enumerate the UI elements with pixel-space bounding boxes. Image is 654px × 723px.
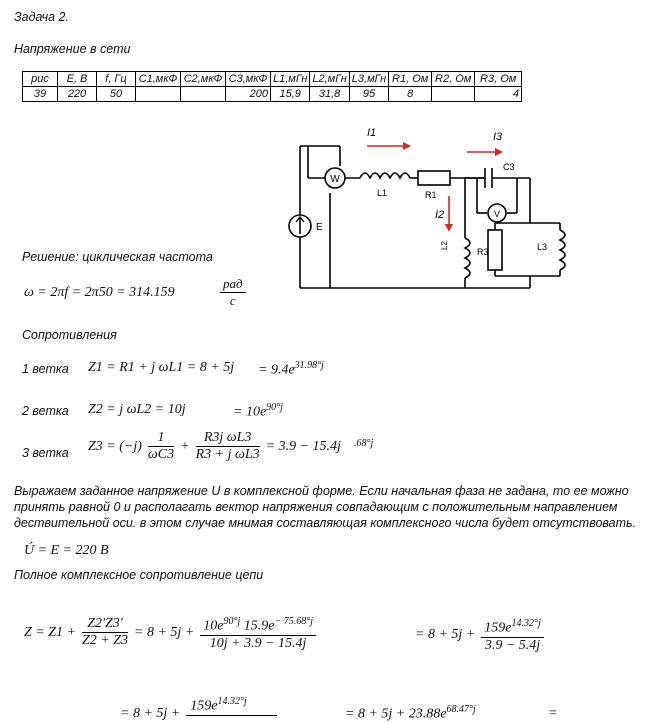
bottom-result-exp: 68.47°j [446,704,476,715]
label-v: V [493,209,501,219]
impedance-formula-2 [415,616,544,654]
omega-unit [220,276,246,309]
impedance-formula [24,614,316,652]
unit-denominator: с [229,293,236,308]
task-title: Задача 2. [14,10,69,24]
table-cell: 95 [349,87,388,102]
branch-2-value: = 10e [233,404,267,420]
branch-2-result [233,402,283,421]
table-header-cell: С1,мкФ [136,72,181,87]
label-i3: I3 [493,131,503,143]
bottom-exp: 14.32°j [217,696,247,707]
table-header-cell: L1,мГн [271,72,310,87]
z-frac2-num-b: 15.9e [240,618,275,634]
z-frac-denominator: Z2 + Z3 [81,633,128,649]
branch-2-formula: Z2 = j ωL2 = 10j [88,402,186,417]
z-frac3-numerator [481,616,544,638]
label-i1: I1 [367,127,377,139]
label-r1: R1 [425,190,437,200]
z-prefix: Z = Z1 + [24,624,76,640]
table-cell: 15,9 [271,87,310,102]
z-frac3-denominator: 3.9 − 5.4j [484,637,541,653]
z-frac2-num-a: 10e [203,618,224,634]
table-header-cell: R2, Ом [432,72,475,87]
frequency-label: Решение: циклическая частота [22,250,213,264]
table-cell: 31,8 [310,87,349,102]
paragraph-line: Выражаем заданное напряжение U в комплексной форме. Если начальная фаза не задана, то ее можно [14,484,629,498]
table-header-cell: f, Гц [97,72,136,87]
z-frac3-exp: 14.32°j [511,618,541,629]
z-frac2-exp1: 90°j [223,616,241,627]
resistances-label: Сопротивления [22,328,117,342]
frac1-numerator: 1 [148,430,174,447]
branch-1-result [258,360,324,379]
table-header-cell: С3,мкФ [226,72,271,87]
branch-3-formula: Z3 = (−j) $\frac{1}{\omega C3}$ + $\frac{\text{R3j ωL3}}{\text{R3 + j ωL3}}$ = 3.9 − 15.4j [88,430,341,462]
label-l3: L3 [537,242,548,252]
z-right: = 8 + 5j + [415,626,476,642]
table-cell: 220 [58,87,97,102]
branch-1-value: = 9.4e [258,362,295,378]
table-header-cell: L2,мГн [310,72,349,87]
branch-2-label: 2 ветка [22,404,69,418]
z-middle: = 8 + 5j + [134,624,195,640]
table-cell [136,87,181,102]
bottom-result [345,704,476,723]
section-subtitle: Напряжение в сети [14,42,131,56]
paragraph-line: принять равной 0 и располагать вектор напряжения совпадающим с положительным направлением [14,500,618,514]
label-i2: I2 [435,209,445,221]
table-cell: 39 [23,87,58,102]
z-frac2-exp2: − 75.68°j [274,616,313,627]
current-arrow-icon [445,224,453,232]
explanation-paragraph [14,483,636,531]
label-l2: L2 [440,241,449,250]
frac2-denominator: R3 + j ωL3 [195,447,260,462]
table-cell: 8 [389,87,432,102]
z-frac-numerator: Z2'Z3' [82,616,128,633]
bottom-result-value: = 8 + 5j + 23.88e [345,706,447,722]
bottom-num: 159e [190,698,218,714]
table-cell [181,87,226,102]
branch-1-label: 1 ветка [22,362,69,376]
branch-3-label: 3 ветка [22,446,69,460]
current-arrow-icon [403,142,411,150]
bottom-formula [120,696,277,722]
table-cell: 200 [226,87,271,102]
z-frac3-num: 159e [484,620,512,636]
circuit-diagram [285,118,580,293]
table-header-cell: С2,мкФ [181,72,226,87]
current-arrow-icon [495,148,503,156]
table-header-cell: L3,мГн [349,72,388,87]
impedance-label: Полное комплексное сопротивление цепи [14,568,264,582]
branch-1-formula: Z1 = R1 + j ωL1 = 8 + 5j [88,360,235,375]
frac1-denominator: ωC3 [147,447,175,462]
table-row [23,87,522,102]
paragraph-line: дествительной оси. в этом случае мнимая составляющая комплексного числа будет отсутствовать. [14,516,637,530]
branch-1-exponent: 31.98°j [294,360,324,371]
omega-formula: ω = 2πf = 2π50 = 314.159 [24,285,175,300]
label-r3: R3 [477,247,489,257]
table-header-cell: R3, Ом [475,72,522,87]
z-frac2-numerator [200,614,316,636]
table-cell [432,87,475,102]
branch-3-exponent: .68°j [354,438,374,449]
bottom-prefix: = 8 + 5j + [120,706,181,721]
branch-3-prefix: Z3 = (−j) [88,438,142,454]
table-header-cell: рис [23,72,58,87]
table-header-cell: R1, Ом [389,72,432,87]
branch-3-value: = 3.9 − 15.4j [265,438,341,454]
table-header-row [23,72,522,87]
frac2-numerator: R3j ωL3 [196,430,260,447]
label-c3: C3 [503,162,515,172]
z-frac2-denominator: 10j + 3.9 − 15.4j [209,635,307,651]
voltage-formula: Ú = E = 220 B [24,543,109,558]
label-l1: L1 [377,188,388,198]
unit-numerator: рад [220,276,246,293]
table-header-cell: Е, В [58,72,97,87]
bottom-equals: = [548,706,558,721]
bottom-numerator [186,696,277,716]
table-cell: 4 [475,87,522,102]
label-w: W [330,174,340,185]
branch-2-exponent: 90°j [266,402,283,413]
parameters-table [22,71,522,102]
table-cell: 50 [97,87,136,102]
label-e: E [316,222,323,233]
